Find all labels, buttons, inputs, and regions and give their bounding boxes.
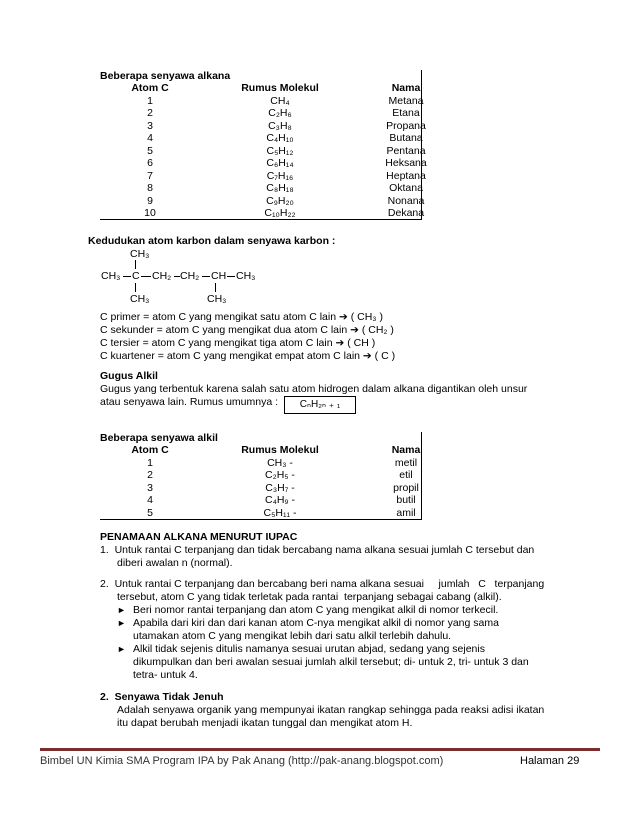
cell-c: 1	[147, 456, 153, 469]
cell-rumus: CH₄	[270, 94, 290, 107]
struct-c6: CH₃	[236, 270, 256, 282]
cell-rumus: C₁₀H₂₂	[264, 207, 296, 219]
iupac-item-2b: tersebut, atom C yang tidak terletak pada rantai terpanjang sebagai cabang (alkil).	[117, 591, 502, 603]
table-row	[100, 107, 452, 120]
cell-c: 10	[144, 207, 156, 219]
table-row	[100, 182, 452, 195]
bond	[202, 276, 210, 277]
footer-right: Halaman 29	[520, 755, 580, 767]
footer-rule	[40, 748, 600, 751]
alkana-title: Beberapa senyawa alkana	[100, 70, 231, 82]
cell-nama: etil	[399, 469, 413, 481]
table-right-rule	[421, 70, 422, 220]
cell-nama: metil	[394, 456, 418, 469]
cell-rumus: C₅H₁₂	[266, 144, 294, 157]
cell-rumus: C₄H₉ -	[264, 494, 296, 506]
c-sekunder-line: C sekunder = atom C yang mengikat dua atom C lain ➔ ( CH₂ )	[100, 324, 394, 336]
table-bottom-rule	[100, 219, 422, 220]
arrow-icon: ➔	[350, 324, 359, 336]
iupac-item-1a: 1. Untuk rantai C terpanjang dan tidak bercabang nama alkana sesuai jumlah C tersebut dan	[100, 544, 535, 556]
cell-c: 2	[147, 107, 153, 119]
iupac-bullet-2b: utamakan atom C yang mengikat lebih dari satu alkil terlebih dahulu.	[133, 630, 452, 642]
bond	[227, 276, 235, 277]
cell-nama: Dekana	[387, 207, 425, 219]
col-atom-c: Atom C	[131, 444, 169, 456]
cell-c: 9	[147, 194, 153, 207]
cell-nama: Metana	[388, 94, 424, 107]
cell-c: 5	[147, 144, 153, 157]
cell-c: 4	[147, 132, 153, 144]
cell-nama: Pentana	[386, 144, 426, 157]
cell-c: 6	[147, 157, 153, 169]
iupac-item-2a: 2. Untuk rantai C terpanjang dan bercabang beri nama alkana sesuai jumlah C terpanjang	[100, 578, 545, 590]
cell-nama: Heptana	[386, 169, 426, 182]
cell-c: 7	[147, 169, 153, 182]
table-row	[100, 482, 452, 495]
cell-rumus: C₆H₁₄	[266, 157, 294, 169]
gugus-line2: atau senyawa lain. Rumus umumnya :	[100, 396, 279, 408]
formula-box: CₙH₂ₙ ₊ ₁	[284, 396, 356, 414]
iupac-bullet-3c: tetra- untuk 4.	[133, 669, 198, 681]
cell-nama: Etana	[392, 107, 420, 119]
struct-bottom-right: CH₃	[207, 293, 227, 305]
bond	[141, 276, 151, 277]
cell-nama: Nonana	[387, 194, 425, 207]
cell-c: 3	[147, 481, 153, 494]
table-bottom-rule	[100, 519, 422, 520]
cell-rumus: C₇H₁₆	[266, 169, 294, 182]
table-row	[100, 157, 452, 170]
bullet-icon: ►	[117, 618, 126, 628]
iupac-title: PENAMAAN ALKANA MENURUT IUPAC	[100, 531, 298, 543]
cell-nama: Propana	[386, 119, 426, 132]
table-header-row	[100, 444, 452, 457]
bullet-icon: ►	[117, 605, 126, 615]
struct-bottom-left: CH₃	[130, 293, 150, 305]
cell-rumus: C₃H₈	[268, 119, 292, 132]
table-row	[100, 145, 452, 158]
table-row	[100, 507, 452, 520]
arrow-icon: ➔	[338, 311, 348, 323]
iupac-bullet-3a: Alkil tidak sejenis ditulis namanya sesuai urutan abjad, sedang yang sejenis	[133, 643, 485, 655]
cell-c: 3	[147, 119, 153, 132]
struct-top: CH₃	[130, 248, 150, 260]
tidak-jenuh-title: 2. Senyawa Tidak Jenuh	[100, 691, 224, 703]
cell-rumus: CH₃ -	[267, 456, 293, 469]
table-row	[100, 132, 452, 145]
cell-rumus: C₅H₁₁ -	[263, 506, 297, 519]
table-row	[100, 95, 452, 108]
struct-c5: CH	[211, 270, 227, 282]
arrow-icon: ➔	[362, 350, 372, 362]
cell-c: 5	[147, 506, 153, 519]
tidak-jenuh-line2: itu dapat berubah menjadi ikatan tunggal dan mengikat atom H.	[117, 717, 413, 729]
iupac-bullet-2a: Apabila dari kiri dan dari kanan atom C-nya mengikat alkil di nomor yang sama	[133, 617, 499, 629]
bond-bottom-left	[135, 283, 136, 292]
table-row	[100, 469, 452, 482]
alkana-table	[100, 82, 452, 220]
cell-rumus: C₄H₁₀	[266, 132, 294, 144]
col-nama: Nama	[391, 82, 421, 94]
cell-nama: Oktana	[389, 182, 423, 194]
table-header-row	[100, 82, 452, 95]
cell-rumus: C₂H₅ -	[265, 469, 295, 481]
c-primer-line: C primer = atom C yang mengikat satu atom C lain ➔ ( CH₃ )	[100, 311, 383, 323]
footer-left: Bimbel UN Kimia SMA Program IPA by Pak Anang (http://pak-anang.blogspot.com)	[40, 755, 444, 767]
cell-nama: Butana	[389, 132, 423, 144]
table-row	[100, 494, 452, 507]
c-kuartener-line: C kuartener = atom C yang mengikat empat atom C lain ➔ ( C )	[100, 350, 396, 362]
cell-rumus: C₂H₆	[268, 107, 292, 119]
bullet-icon: ►	[117, 644, 126, 654]
cell-nama: propil	[393, 481, 419, 494]
struct-c1: CH₃	[101, 270, 121, 282]
alkil-title: Beberapa senyawa alkil	[100, 432, 218, 444]
cell-c: 1	[147, 94, 153, 107]
bond	[123, 276, 131, 277]
col-rumus: Rumus Molekul	[241, 82, 319, 94]
struct-c4: CH₂	[180, 270, 200, 282]
c-tersier-line: C tersier = atom C yang mengikat tiga atom C lain ➔ ( CH )	[100, 337, 376, 349]
table-row	[100, 207, 452, 220]
tidak-jenuh-line1: Adalah senyawa organik yang mempunyai ikatan rangkap sehingga pada reaksi adisi ikatan	[117, 704, 545, 716]
table-row	[100, 195, 452, 208]
kedudukan-title: Kedudukan atom karbon dalam senyawa karbon :	[88, 235, 336, 247]
struct-c3: CH₂	[152, 270, 172, 282]
iupac-item-1b: diberi awalan n (normal).	[117, 557, 233, 569]
iupac-bullet-1: Beri nomor rantai terpanjang dan atom C yang mengikat alkil di nomor terkecil.	[133, 604, 499, 616]
cell-nama: butil	[396, 494, 416, 506]
col-atom-c: Atom C	[131, 82, 169, 94]
cell-c: 4	[147, 494, 153, 506]
table-row	[100, 170, 452, 183]
col-nama: Nama	[391, 444, 421, 456]
cell-rumus: C₈H₁₈	[266, 182, 294, 194]
gugus-line1: Gugus yang terbentuk karena salah satu atom hidrogen dalam alkana digantikan oleh unsur	[100, 383, 528, 395]
bond-bottom-right	[215, 283, 216, 292]
cell-c: 2	[147, 469, 153, 481]
cell-rumus: C₉H₂₀	[266, 194, 294, 207]
table-row	[100, 457, 452, 470]
cell-nama: Heksana	[385, 157, 427, 169]
bond-top	[135, 260, 136, 269]
cell-nama: amil	[396, 506, 416, 519]
table-right-rule	[421, 432, 422, 520]
cell-rumus: C₃H₇ -	[265, 481, 295, 494]
alkil-table	[100, 444, 452, 519]
iupac-bullet-3b: dikumpulkan dan beri awalan sesuai jumlah alkil tersebut; di- untuk 2, tri- untuk 3 dan	[133, 656, 529, 668]
cell-c: 8	[147, 182, 153, 194]
table-row	[100, 120, 452, 133]
struct-c2: C	[132, 270, 140, 282]
col-rumus: Rumus Molekul	[241, 444, 319, 456]
gugus-title: Gugus Alkil	[100, 370, 158, 382]
arrow-icon: ➔	[335, 337, 345, 349]
